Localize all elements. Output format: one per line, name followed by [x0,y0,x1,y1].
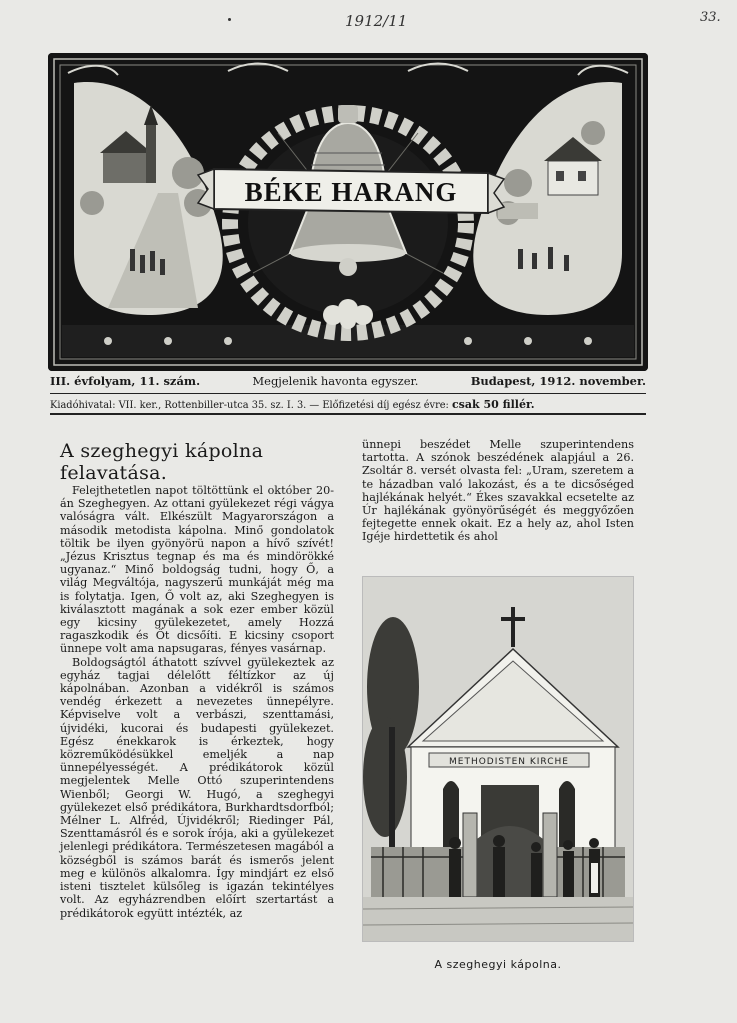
handwritten-note: 1912/11 [345,12,408,30]
place-date: Budapest, 1912. november. [470,374,646,388]
volume-number: III. évfolyam, 11. szám. [50,374,201,388]
frequency-note: Megjelenik havonta egyszer. [252,374,419,388]
article-left-column [60,484,334,920]
article-right-column [362,438,634,544]
subscription-price: csak 50 fillér. [451,398,535,411]
masthead-title: BÉKE HARANG [244,177,458,207]
divider-top [50,393,646,394]
article-paragraph: Boldogságtól áthatott szívvel gyülekeztek az egyház tagjai délelőtt féltízkor az új kápolnában. Azonban a vidékről is számos vendég érkezett a nevezetes ünnepélyre. Képviselve volt a verbászi, szenttamási, újvidéki, kucorai és budapesti gyülekezet. Egész énekkarok is érkeztek, hogy közreműködésükkel emeljék a nap ünnepélyességét. A prédikátorok közül megjelentek Melle Ottó szuperintendens Wienből; Georgi W. Hugó, a szeghegyi gyülekezet első prédikátora, Burkhardtsdorfból; Mélner L. Alfréd, Újvidékről; Riedinger Pál, Szenttamásról és e sorok írója, aki a gyülekezet jelenlegi prédikátora. Természetesen magából a községből is számos barát és ismerős jelent meg e különös alkalomra. Így mindjárt ez első isteni tisztelet külsőleg is igazán tekintélyes volt. Az egyházrendben előírt szertartást a prédikátorok együtt intézték, az [60,655,334,920]
chapel-photo [362,576,634,942]
chapel-illustration [363,577,633,941]
article-paragraph: ünnepi beszédet Melle szuperintendens tartotta. A szónok beszédének alapjául a 26. Zsoltár 8. versét olvasta fel: „Uram, szeretem a te házadban való lakozást, és a te dicsőséged hajlékának helyét.“ Ékes szavakkal ecsetelte az Úr hajlékának gyönyörűségét és meggyőzően fejtegette ennek okait. Ez a hely az, ahol Isten Igéje hirdettetik és ahol [362,438,634,544]
page-number: 33. [700,10,721,25]
issue-line [50,374,646,388]
publisher-line [50,398,646,411]
article-title: A szeghegyi kápolna felavatása. [60,440,264,484]
article-paragraph: Felejthetetlen napot töltöttünk el október 20-án Szeghegyen. Az ottani gyülekezet régi vágya valóságra vált. Elkészült Magyarországon a második metodista kápolna. Minő gondolatok töltik be ilyen gyönyörü napon a hívő szívét! „Jézus Krisztus tegnap és ma és mindörökké ugyanaz.“ Minő boldogság tudni, hogy Ő, a világ Megváltója, nagyszerű munkáját még ma is folytatja. Igen, Ő volt az, aki Szeghegyen is kiválasztott magának a sok ezer ember közül egy kicsiny gyülekezetet, amely Hozzá ragaszkodik és Őt dicsőíti. E kicsiny csoport ünnepe volt ama napsugaras, fényes vasárnap. [60,484,334,656]
photo-caption: A szeghegyi kápolna. [434,958,562,971]
chapel-sign: METHODISTEN KIRCHE [449,757,569,767]
masthead-banner [48,53,648,371]
masthead-illustration [48,53,648,371]
publisher-office: Kiadóhivatal: VII. ker., Rottenbiller-utca 35. sz. I. 3. — Előfizetési díj egész évre: [50,400,449,411]
divider-bottom [50,413,646,415]
ink-dot [228,18,231,21]
